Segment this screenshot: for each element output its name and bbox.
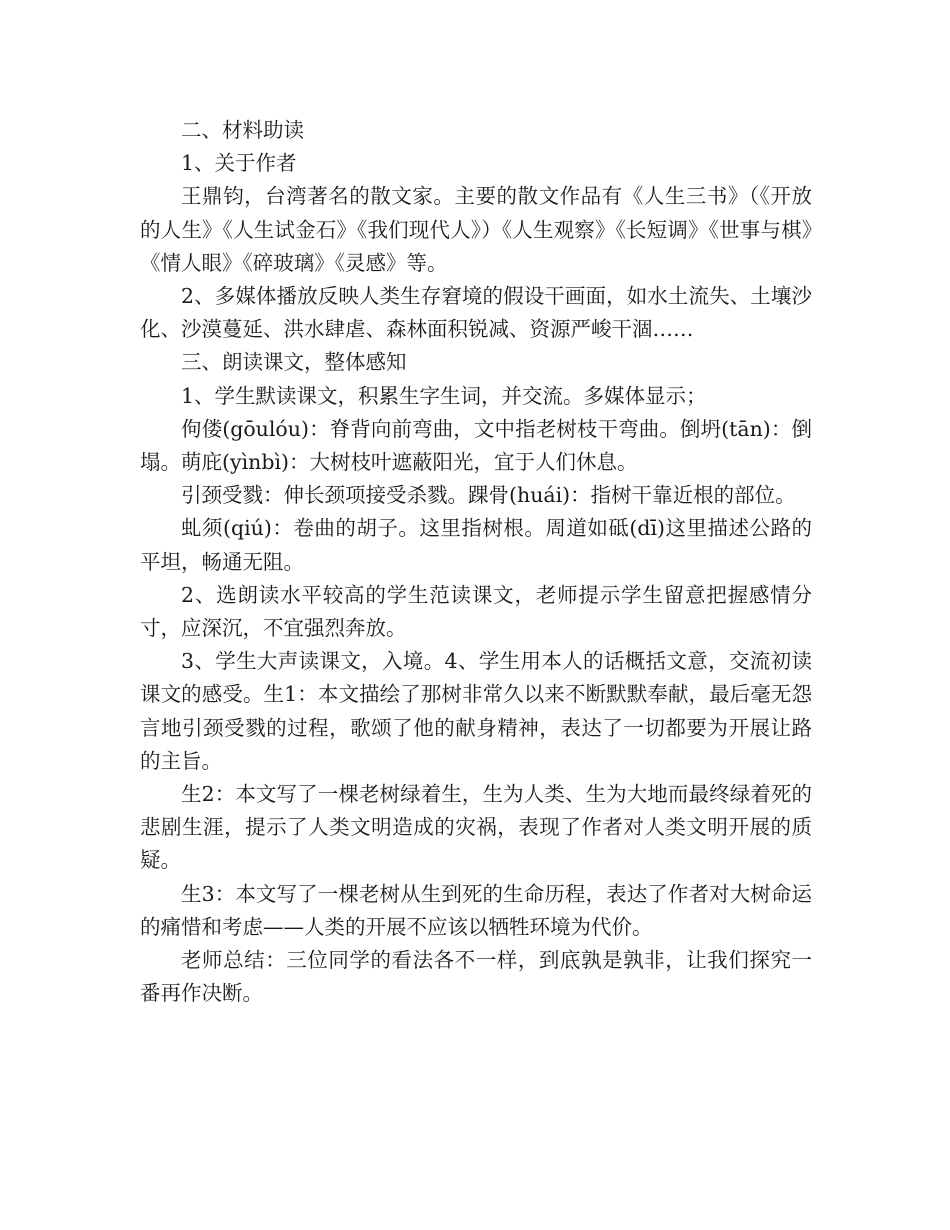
paragraph-author-bio: 王鼎钧，台湾著名的散文家。主要的散文作品有《人生三书》（《开放的人生》《人生试金石》《我们现代人》）《人生观察》《长短调》《世事与棋》《情人眼》《碎玻璃》《灵感》等。 xyxy=(140,184,812,275)
paragraph-student-2: 生2：本文写了一棵老树绿着生，生为人类、生为大地而最终绿着死的悲剧生涯，提示了人类文明造成的灾祸，表现了作者对人类文明开展的质疑。 xyxy=(140,782,812,873)
paragraph-vocabulary-2: 引颈受戮：伸长颈项接受杀戮。踝骨(huái)：指树干靠近根的部位。 xyxy=(181,483,796,508)
paragraph-student-1: 3、学生大声读课文，入境。4、学生用本人的话概括文意，交流初读课文的感受。生1：本文描绘了那树非常久以来不断默默奉献，最后毫无怨言地引颈受戮的过程，歌颂了他的献身精神，表达了一切都要为开展让路的主旨。 xyxy=(140,649,812,773)
document-body xyxy=(140,114,812,1010)
paragraph-vocabulary-1: 佝偻(gōulóu)：脊背向前弯曲，文中指老树枝干弯曲。倒坍(tān)：倒塌。萌庇(yìnbì)：大树枝叶遮蔽阳光，宜于人们休息。 xyxy=(140,416,812,475)
subheading-about-author: 1、关于作者 xyxy=(181,151,297,176)
section-heading-materials: 二、材料助读 xyxy=(181,118,304,142)
paragraph-teacher-summary: 老师总结：三位同学的看法各不一样，到底孰是孰非，让我们探究一番再作决断。 xyxy=(140,948,812,1006)
paragraph-vocabulary-3: 虬须(qiú)：卷曲的胡子。这里指树根。周道如砥(dī)这里描述公路的平坦，畅通无阻。 xyxy=(140,516,812,574)
paragraph-student-3: 生3：本文写了一棵老树从生到死的生命历程，表达了作者对大树命运的痛惜和考虑——人类的开展不应该以牺牲环境为代价。 xyxy=(140,881,812,939)
paragraph-multimedia: 2、多媒体播放反映人类生存窘境的假设干画面，如水土流失、土壤沙化、沙漠蔓延、洪水肆虐、森林面积锐减、资源严峻干涸…… xyxy=(140,284,812,342)
paragraph-silent-reading: 1、学生默读课文，积累生字生词，并交流。多媒体显示； xyxy=(181,383,707,408)
paragraph-model-reading: 2、选朗读水平较高的学生范读课文，老师提示学生留意把握感情分寸，应深沉，不宜强烈奔放。 xyxy=(140,582,812,641)
section-heading-reading: 三、朗读课文，整体感知 xyxy=(181,350,407,375)
